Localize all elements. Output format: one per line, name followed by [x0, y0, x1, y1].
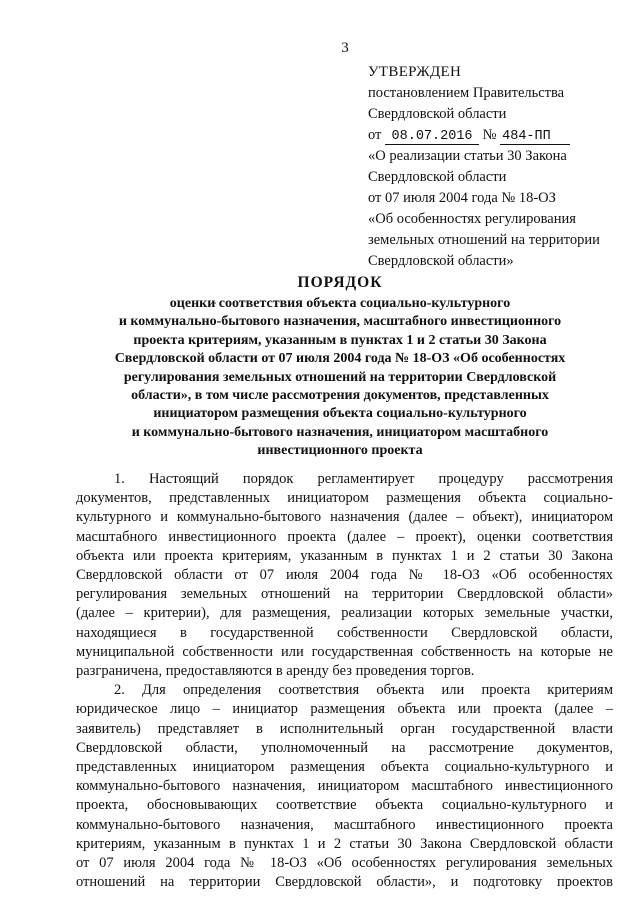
paragraph-line: регулирования земельных отношений на территории Свердловской области» [76, 586, 613, 603]
subtitle-line: регулирования земельных отношений на территории Свердловской [123, 369, 557, 385]
approval-date: 08.07.2016 [385, 129, 479, 145]
document-title-block [90, 272, 590, 461]
paragraph-line: отношений на территории Свердловской области», и подготовку проектов [76, 874, 613, 891]
approval-reference-line: «Об особенностях регулирования [368, 211, 576, 227]
approval-line: постановлением Правительства [368, 85, 565, 101]
approval-heading: УТВЕРЖДЕН [368, 64, 462, 80]
paragraph-line: юридическое лицо – инициатор размещения объекта или проекта (далее – [76, 701, 613, 718]
approval-reference-line: Свердловской области [368, 169, 507, 185]
document-body [76, 470, 613, 892]
paragraph-line: культурного и коммунально-бытового назначения (далее – объект), инициатором [76, 509, 613, 526]
approval-line: Свердловской области [368, 106, 507, 122]
approval-reference-line: «О реализации статьи 30 Закона [368, 148, 567, 164]
paragraph-line: Свердловской области от 07 июля 2004 года № 18-ОЗ «Об особенностях [76, 567, 613, 584]
paragraph-line: представленных инициатором размещения объекта социально-культурного и [76, 759, 613, 776]
paragraph-line: от 07 июля 2004 года № 18-ОЗ «Об особенностях регулирования земельных [76, 855, 613, 872]
subtitle-line: и коммунально-бытового назначения, инициатором масштабного [131, 424, 549, 440]
approval-reference-line: от 07 июля 2004 года № 18-ОЗ [368, 190, 556, 206]
subtitle-line: инициатором размещения объекта социально-культурного [153, 406, 527, 422]
paragraph-line: проекта, обосновывающих соответствие объекта социально-культурного и [76, 797, 613, 814]
subtitle-line: оценки соответствия объекта социально-культурного [169, 296, 511, 311]
paragraph-line: муниципальной собственности или государственная собственность на которые не [76, 643, 613, 660]
paragraph-line: 1. Настоящий порядок регламентирует процедуру рассмотрения [114, 471, 613, 487]
subtitle-line: Свердловской области от 07 июля 2004 года № 18-ОЗ «Об особенностях [114, 351, 566, 367]
paragraph-line: находящиеся в государственной собственности Свердловской области, [76, 624, 613, 641]
paragraph-line: 2. Для определения соответствия объекта или проекта критериям [114, 682, 613, 699]
paragraph-line: масштабного инвестиционного проекта (далее – проект), оценки соответствия [76, 528, 613, 545]
approval-number: 484-ПП [500, 129, 570, 145]
subtitle-line: проекта критериям, указанным в пунктах 1 и 2 статьи 30 Закона [133, 332, 547, 348]
approval-reference-line: земельных отношений на территории [368, 232, 600, 248]
paragraph-line: разграничена, предоставляются в аренду без проведения торгов. [76, 663, 475, 680]
number-prefix: № [482, 127, 497, 143]
approval-reference-line: Свердловской области» [368, 253, 514, 269]
paragraph-2 [76, 681, 613, 892]
paragraph-1 [76, 470, 613, 681]
date-prefix: от [368, 127, 382, 143]
paragraph-line: (далее – критерии), для размещения, реализации которых земельные участки, [76, 605, 613, 622]
subtitle-line: и коммунально-бытового назначения, масштабного инвестиционного [118, 314, 562, 330]
subtitle-line: области», в том числе рассмотрения документов, представленных [131, 388, 549, 404]
paragraph-line: объекта или проекта критериям, указанным в пунктах 1 и 2 статьи 30 Закона [76, 547, 613, 564]
paragraph-line: Свердловской области, уполномоченный на рассмотрение документов, [76, 739, 613, 756]
document-title: ПОРЯДОК [297, 274, 383, 291]
paragraph-line: коммунально-бытового назначения, масштабного инвестиционного проекта [76, 816, 613, 833]
subtitle-line: инвестиционного проекта [257, 443, 423, 459]
paragraph-line: коммунально-бытового назначения, инициатором масштабного инвестиционного [76, 778, 613, 795]
paragraph-line: заявитель) представляет в исполнительный орган государственной власти [76, 720, 613, 737]
paragraph-line: документов, представленных инициатором размещения объекта социально- [76, 490, 613, 507]
approval-stamp [368, 62, 628, 272]
paragraph-line: критериям, указанным в пунктах 1 и 2 статьи 30 Закона Свердловской области [76, 835, 613, 852]
page-number: 3 [341, 40, 349, 56]
approval-date-line [368, 125, 628, 146]
